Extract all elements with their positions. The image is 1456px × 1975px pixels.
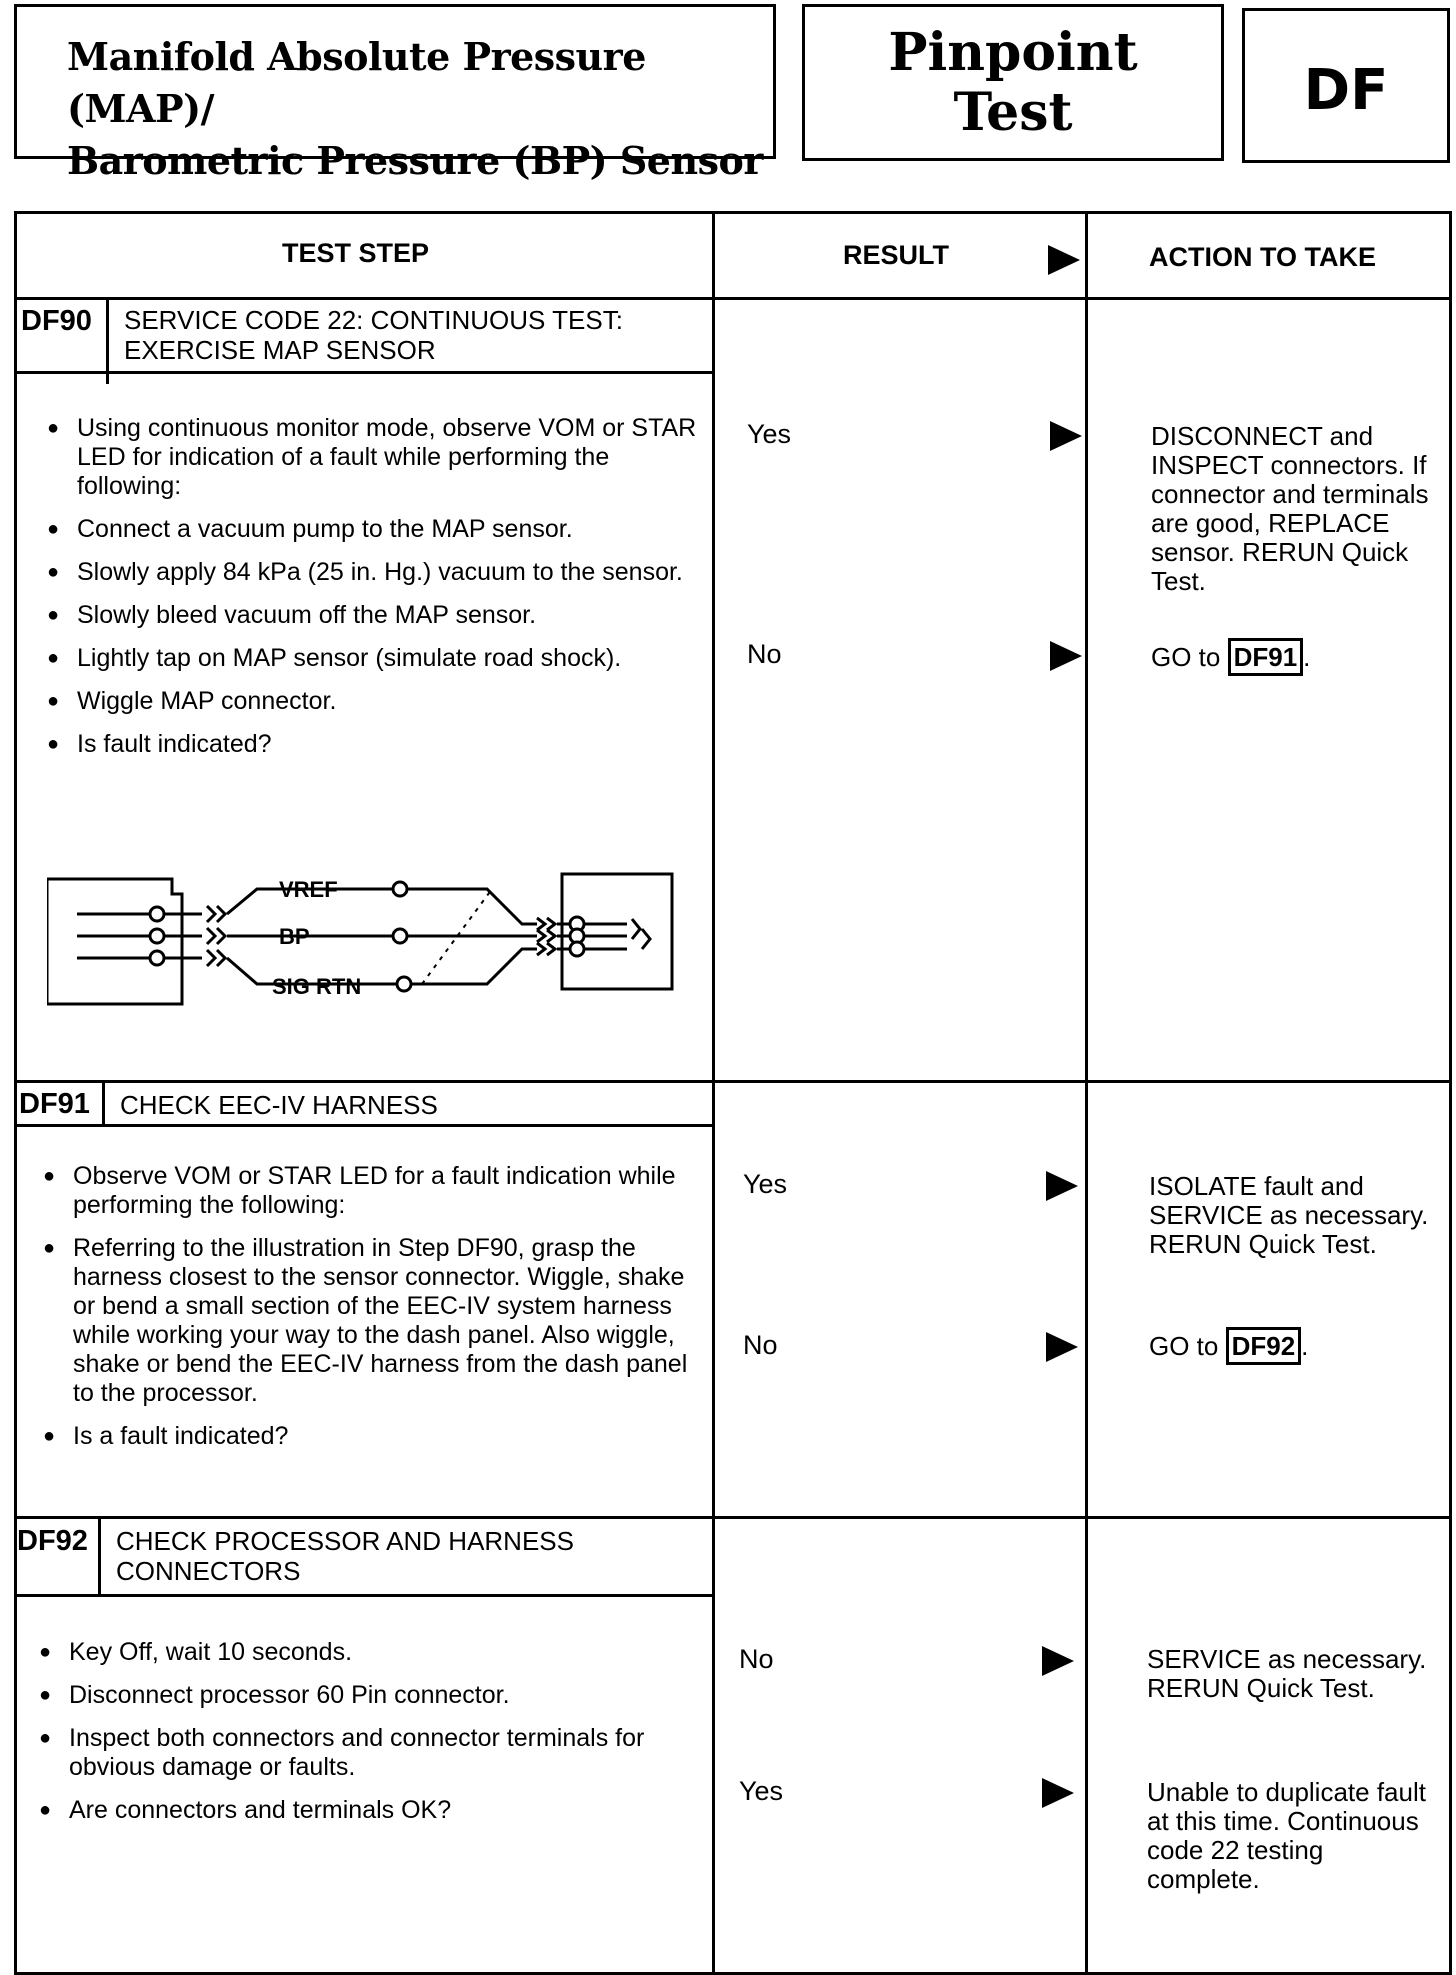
action-text: ISOLATE fault and SERVICE as necessary. RERUN Quick Test. bbox=[1149, 1171, 1429, 1259]
page-title bbox=[67, 31, 773, 187]
column-divider-2 bbox=[1085, 214, 1088, 1972]
header-action: ACTION TO TAKE bbox=[1149, 242, 1376, 272]
goto-step-ref[interactable]: DF92 bbox=[1226, 1327, 1302, 1365]
vref-label: VREF bbox=[279, 877, 338, 902]
list-item: ● Key Off, wait 10 seconds. bbox=[39, 1638, 689, 1667]
wiring-diagram bbox=[47, 864, 687, 1034]
step-title-underline bbox=[17, 371, 712, 374]
goto-prefix: GO to bbox=[1149, 1331, 1219, 1361]
pinpoint-line-2: Test bbox=[953, 82, 1073, 143]
arrow-icon bbox=[1046, 1332, 1078, 1362]
code-box bbox=[1242, 8, 1450, 163]
test-code: DF bbox=[1303, 58, 1389, 123]
step-title-df91: CHECK EEC-IV HARNESS bbox=[120, 1090, 438, 1120]
step-bullets-df90 bbox=[47, 414, 697, 773]
column-divider-1 bbox=[712, 214, 715, 1972]
step-id-df92: DF92 bbox=[17, 1525, 88, 1557]
title-line-1: Manifold Absolute Pressure (MAP)/ bbox=[67, 34, 646, 131]
list-item: ● Inspect both connectors and connector terminals for obvious damage or faults. bbox=[39, 1724, 689, 1782]
action-text: SERVICE as necessary. RERUN Quick Test. bbox=[1147, 1644, 1427, 1703]
result-no: No bbox=[743, 1330, 778, 1360]
header-result: RESULT bbox=[843, 240, 949, 270]
list-item: ● Using continuous monitor mode, observe VOM or STAR LED for indication of a fault while performing the following: bbox=[47, 414, 697, 501]
result-yes: Yes bbox=[743, 1169, 788, 1199]
step-title-line: CHECK PROCESSOR AND HARNESS bbox=[116, 1526, 574, 1556]
list-item: ● Disconnect processor 60 Pin connector. bbox=[39, 1681, 689, 1710]
step-title-underline bbox=[17, 1124, 712, 1127]
step-id-df90: DF90 bbox=[21, 305, 92, 337]
action-text: DISCONNECT and INSPECT connectors. If connector and terminals are good, REPLACE sensor. RERUN Quick Test. bbox=[1151, 421, 1429, 596]
sigrtn-label: SIG RTN bbox=[272, 974, 362, 999]
list-item: ● Connect a vacuum pump to the MAP sensor. bbox=[47, 515, 697, 544]
action-goto bbox=[1149, 1327, 1308, 1365]
pinpoint-test-label bbox=[805, 23, 1221, 143]
step-bullets-df92 bbox=[39, 1638, 689, 1839]
pinpoint-line-1: Pinpoint bbox=[888, 22, 1138, 83]
list-item: ● Referring to the illustration in Step DF90, grasp the harness closest to the sensor connector. Wiggle, shake or bend a small section of the EEC-IV system harness while working your way to the dash panel. Also wiggle, shake or bend the EEC-IV harness from the dash panel to the processor. bbox=[43, 1234, 698, 1408]
list-item: ● Is fault indicated? bbox=[47, 730, 697, 759]
list-item: ● Slowly bleed vacuum off the MAP sensor. bbox=[47, 601, 697, 630]
step-id-df91: DF91 bbox=[19, 1088, 90, 1120]
result-yes: Yes bbox=[739, 1776, 784, 1806]
test-table bbox=[14, 211, 1452, 1975]
step-title-line: EXERCISE MAP SENSOR bbox=[124, 335, 436, 365]
list-item: ● Are connectors and terminals OK? bbox=[39, 1796, 689, 1825]
action-goto bbox=[1151, 638, 1310, 676]
arrow-icon bbox=[1050, 641, 1082, 671]
list-item: ● Lightly tap on MAP sensor (simulate road shock). bbox=[47, 644, 697, 673]
step-bullets-df91 bbox=[43, 1162, 698, 1465]
step-title-df92 bbox=[116, 1526, 574, 1586]
list-item: ● Slowly apply 84 kPa (25 in. Hg.) vacuum to the sensor. bbox=[47, 558, 697, 587]
header-divider bbox=[17, 297, 1449, 300]
bp-label: BP bbox=[279, 924, 310, 949]
list-item: ● Wiggle MAP connector. bbox=[47, 687, 697, 716]
step-id-divider bbox=[98, 1516, 101, 1596]
goto-prefix: GO to bbox=[1151, 642, 1221, 672]
step-title-line: SERVICE CODE 22: CONTINUOUS TEST: bbox=[124, 305, 623, 335]
arrow-icon bbox=[1046, 1171, 1078, 1201]
list-item: ● Is a fault indicated? bbox=[43, 1422, 698, 1451]
result-no: No bbox=[739, 1644, 774, 1674]
title-line-2: Barometric Pressure (BP) Sensor bbox=[67, 138, 763, 183]
header-arrow-icon bbox=[1048, 245, 1080, 275]
step-divider bbox=[17, 1080, 1449, 1083]
arrow-icon bbox=[1042, 1778, 1074, 1808]
step-title-underline bbox=[17, 1594, 712, 1597]
header-test-step: TEST STEP bbox=[282, 238, 430, 268]
step-title-line: CONNECTORS bbox=[116, 1556, 301, 1586]
arrow-icon bbox=[1042, 1646, 1074, 1676]
list-item: ● Observe VOM or STAR LED for a fault indication while performing the following: bbox=[43, 1162, 698, 1220]
action-text: Unable to duplicate fault at this time. Continuous code 22 testing complete. bbox=[1147, 1777, 1426, 1894]
result-no: No bbox=[747, 639, 782, 669]
goto-suffix: . bbox=[1301, 1331, 1309, 1361]
title-box bbox=[14, 4, 776, 183]
step-id-divider bbox=[102, 1080, 105, 1125]
step-title-df90 bbox=[124, 305, 623, 365]
pinpoint-test-box bbox=[802, 4, 1224, 161]
goto-suffix: . bbox=[1303, 642, 1311, 672]
result-yes: Yes bbox=[747, 419, 792, 449]
step-divider bbox=[17, 1516, 1449, 1519]
goto-step-ref[interactable]: DF91 bbox=[1228, 638, 1304, 676]
arrow-icon bbox=[1050, 421, 1082, 451]
